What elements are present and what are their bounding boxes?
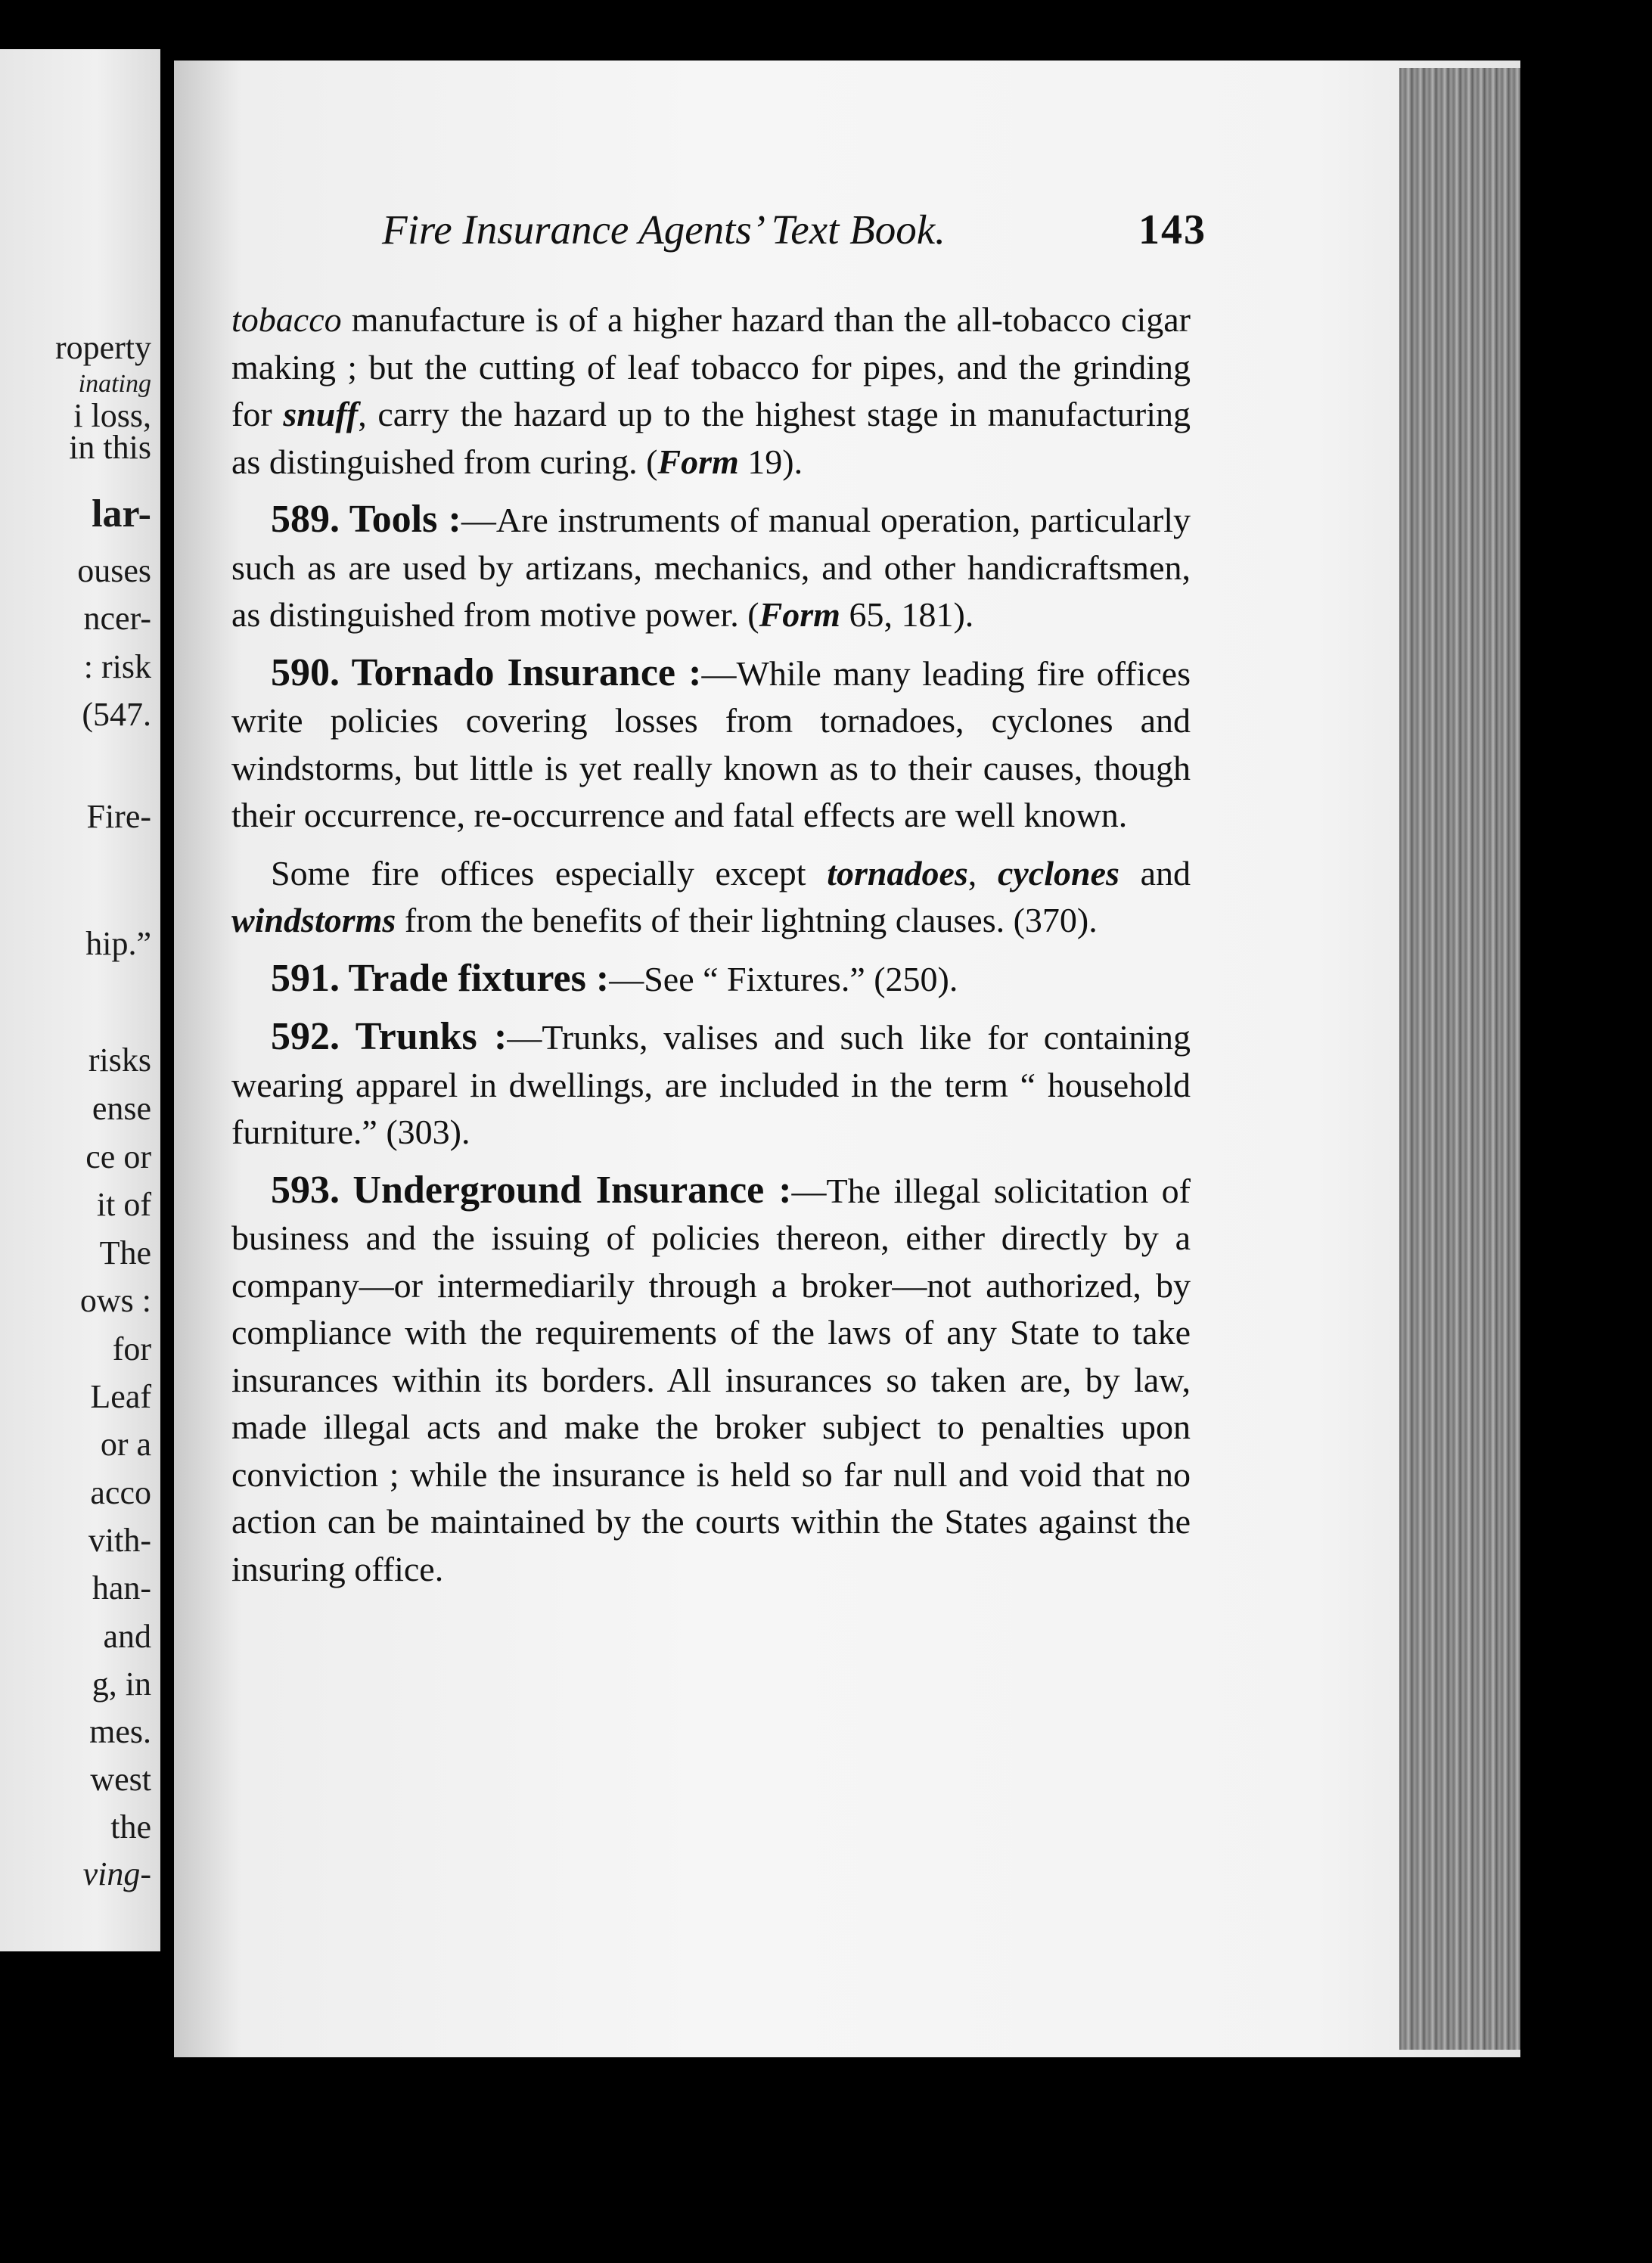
previous-page-text-line: inating xyxy=(78,370,151,398)
entry-number: 591. xyxy=(271,956,340,1000)
previous-page-text-line: mes. xyxy=(89,1713,151,1750)
previous-page-text-line: ncer- xyxy=(83,600,151,637)
previous-page-text-line: (547. xyxy=(82,696,151,733)
emphasis-term: snuff xyxy=(283,395,359,433)
previous-page-text-line: risks xyxy=(88,1041,151,1079)
entry-number: 590. xyxy=(271,650,340,694)
form-reference: 19). xyxy=(738,442,803,481)
dictionary-entry xyxy=(231,496,1191,639)
entry-body: —While many leading fire offices write policies covering losses from tornadoes, cyclones and windstorms, but little is yet really known as to their causes, though their occurrence, re-occurrence and fatal effects are well known. xyxy=(231,653,1191,834)
previous-page-text-line: : risk xyxy=(83,648,151,685)
previous-page-text-line: west xyxy=(90,1761,151,1798)
dictionary-entry xyxy=(231,650,1191,840)
page-number: 143 xyxy=(1138,206,1206,253)
paragraph-text: manufacture is of a higher hazard than the all-tobacco cigar making ; but the cutting of leaf tobacco for pipes, and the grinding for xyxy=(231,300,1191,433)
previous-page-text-line: ense xyxy=(92,1090,151,1127)
entry-number: 593. xyxy=(271,1168,340,1212)
previous-page-text-line: in this xyxy=(69,429,151,466)
form-label: Form xyxy=(657,442,739,481)
previous-page-text-line: ce or xyxy=(85,1138,151,1175)
previous-page-text-line: it of xyxy=(96,1186,151,1223)
entry-separator: : xyxy=(437,498,461,541)
previous-page-fragment xyxy=(0,49,160,1951)
previous-page-text-line: ving- xyxy=(82,1855,151,1892)
previous-page-text-line: han- xyxy=(92,1569,151,1606)
page-edges xyxy=(1399,68,1520,2050)
dictionary-entry xyxy=(231,1167,1191,1594)
entry-term: Trunks xyxy=(355,1015,477,1058)
dictionary-entry xyxy=(231,955,1191,1004)
previous-page-text-line: acco xyxy=(90,1474,151,1511)
previous-page-text-line: hip.” xyxy=(85,925,151,962)
emphasis-term: cyclones xyxy=(997,853,1119,892)
previous-page-text-line: vith- xyxy=(88,1522,151,1559)
previous-page-text-line: Leaf xyxy=(90,1378,151,1415)
running-title: Fire Insurance Agents’ Text Book. xyxy=(382,206,946,253)
previous-page-text-line: The xyxy=(99,1234,151,1271)
entry-body: —The illegal solicitation of business and the issuing of policies thereon, either directly by a company—or intermediarily through a broker—not authorized, by compliance with the requirements of the laws of any State to take insurances within its borders. All insurances so taken are, by law, made illegal acts and make the broker subject to penalties upon conviction ; while the insurance is held so far null and void that no action can be maintained by the courts within the States against the insuring office. xyxy=(231,1171,1191,1588)
entry-term: Tornado Insurance xyxy=(351,650,676,694)
entry-term: Underground Insurance xyxy=(352,1168,765,1212)
previous-page-text-line: or a xyxy=(100,1426,151,1463)
previous-page-text-line: ouses xyxy=(77,552,151,589)
previous-page-text-line: g, in xyxy=(92,1665,151,1703)
form-reference: 65, 181). xyxy=(840,595,974,634)
continuation-paragraph xyxy=(231,296,1191,486)
entry-separator: : xyxy=(675,650,702,694)
entry-separator: : xyxy=(585,956,610,1000)
entry-separator: : xyxy=(477,1015,508,1058)
entry-number: 592. xyxy=(271,1015,340,1058)
paragraph-text: , xyxy=(967,853,998,892)
previous-page-text-line: and xyxy=(103,1618,151,1655)
entry-note-paragraph xyxy=(231,850,1191,945)
emphasis-term: windstorms xyxy=(231,901,396,939)
entry-term: Tools xyxy=(349,498,438,541)
form-label: Form xyxy=(759,595,840,634)
paragraph-text: , carry the hazard up to the highest stage in manufacturing as distinguished from curing. ( xyxy=(231,395,1191,481)
paragraph-text: Some fire offices especially except xyxy=(271,853,828,892)
dictionary-entry xyxy=(231,1014,1191,1156)
previous-page-text-line: i loss, xyxy=(73,397,151,434)
entry-term: Trade fixtures xyxy=(348,956,586,1000)
lead-word: tobacco xyxy=(231,300,342,339)
previous-page-text-line: the xyxy=(110,1808,151,1845)
entry-body: —Trunks, valises and such like for containing wearing apparel in dwellings, are included in the term “ household furniture.” (303). xyxy=(231,1018,1191,1151)
previous-page-text-line: Fire- xyxy=(86,798,151,835)
paragraph-text: and xyxy=(1119,853,1191,892)
entry-body: —See “ Fixtures.” (250). xyxy=(609,959,958,998)
paragraph-text: from the benefits of their lightning clauses. (370). xyxy=(396,901,1098,939)
entry-body: —Are instruments of manual operation, particularly such as are used by artizans, mechanics, and other handicraftsmen, as distinguished from motive power. ( xyxy=(231,501,1191,634)
emphasis-term: tornadoes xyxy=(827,853,968,892)
previous-page-text-line: roperty xyxy=(54,329,151,366)
page-body xyxy=(231,296,1191,1593)
previous-page-text-line: for xyxy=(112,1330,151,1367)
previous-page-text-line: lar- xyxy=(92,492,151,535)
entry-separator: : xyxy=(764,1168,792,1212)
previous-page-text-line: ows : xyxy=(79,1282,151,1319)
page-header xyxy=(382,206,1214,266)
entry-number: 589. xyxy=(271,498,340,541)
